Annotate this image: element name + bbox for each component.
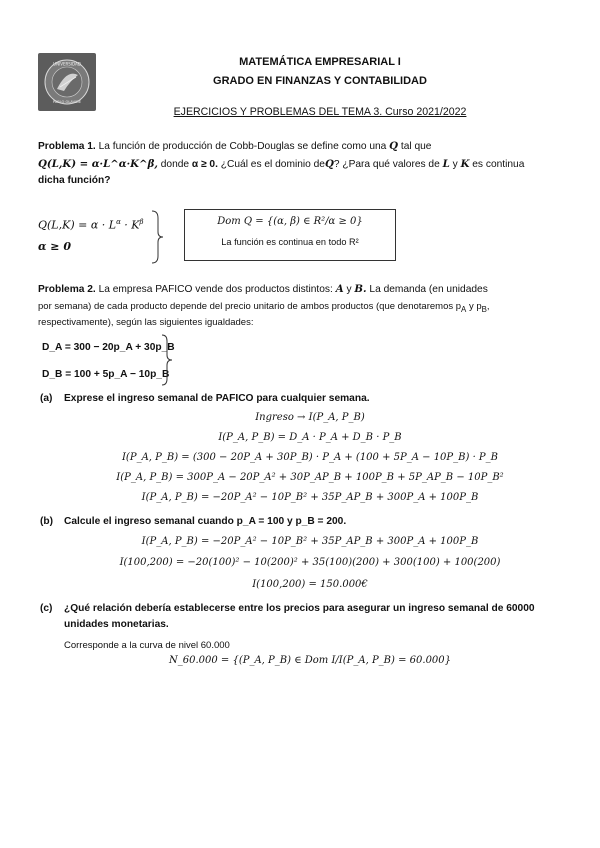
p1-var-q: Q (389, 140, 399, 152)
p1-y: y (452, 159, 458, 170)
p2-line1-end: La demanda (en unidades (369, 284, 488, 295)
p1-label: Problema 1. (38, 141, 96, 152)
p2-line2: por semana) de cada producto depende del precio unitario de ambos productos (que denotaremos p (38, 301, 462, 312)
a-text: Exprese el ingreso semanal de PAFICO para cualquier semana. (64, 393, 370, 404)
p2-line-2 (38, 301, 583, 314)
p1-cont: La función es continua en todo R² (221, 237, 359, 247)
c-label: (c) (40, 603, 53, 614)
svg-text:PABLO OLAVIDE: PABLO OLAVIDE (52, 100, 82, 104)
p1-line-3: dicha función? (38, 175, 111, 186)
svg-text:UNIVERSIDAD: UNIVERSIDAD (53, 61, 81, 67)
p1-eq1-lhs: Q(L,K) = α · L (38, 218, 117, 232)
a-eq-1: Ingreso → I(P_A, P_B) (255, 412, 365, 423)
c-text-1: ¿Qué relación debería establecerse entre los precios para asegurar un ingreso semanal de 60000 (64, 603, 535, 614)
b-eq-1: I(P_A, P_B) = −20P_A² − 10P_B² + 35P_AP_B + 300P_A + 100P_B (141, 536, 479, 547)
p1-eq1-sup1: α (116, 218, 121, 226)
c-text-2: unidades monetarias. (64, 619, 169, 630)
p1-question-2: ? ¿Para qué valores de (333, 159, 440, 170)
b-eq-2: I(100,200) = −20(100)² − 10(200)² + 35(100)(200) + 300(100) + 100(200) (119, 557, 501, 568)
p1-q-var: Q (324, 158, 334, 170)
p2-demand-a: D_A = 300 − 20p_A + 30p_B (42, 342, 175, 353)
p2-line-3: respectivamente), según las siguientes igualdades: (38, 317, 254, 328)
b-eq-3: I(100,200) = 150.000€ (252, 579, 368, 590)
p1-es-continua: es continua (472, 159, 525, 170)
p1-brace-icon (150, 210, 166, 264)
b-label: (b) (40, 516, 54, 527)
a-eq-5: I(P_A, P_B) = −20P_A² − 10P_B² + 35P_AP_B + 300P_A + 100P_B (141, 492, 479, 503)
p2-line1: La empresa PAFICO vende dos productos distintos: (98, 284, 333, 295)
p2-demand-b: D_B = 100 + 5p_A − 10p_B (42, 369, 170, 380)
university-logo (38, 53, 96, 111)
p1-line1-text: La función de producción de Cobb-Douglas se define como una (98, 141, 387, 152)
p2-label: Problema 2. (38, 284, 96, 295)
p1-var-l: L (442, 158, 450, 170)
p2-b: B. (354, 283, 367, 295)
b-text: Calcule el ingreso semanal cuando p_A = 100 y p_B = 200. (64, 516, 347, 527)
a-eq-3: I(P_A, P_B) = (300 − 20P_A + 30P_B) · P_A + (100 + 5P_A − 10P_B) · P_B (121, 452, 499, 463)
a-eq-2: I(P_A, P_B) = D_A · P_A + D_B · P_B (218, 432, 402, 443)
p1-formula-inline: Q(L,K) = α·L^α·K^β, (38, 158, 158, 170)
p1-eq1-sup2: β (139, 218, 144, 226)
a-label: (a) (40, 393, 53, 404)
c-answer: Corresponde a la curva de nivel 60.000 (64, 640, 230, 651)
logo-seal-icon (42, 57, 92, 107)
p2-y: y (346, 284, 352, 295)
a-eq-4: I(P_A, P_B) = 300P_A − 20P_A² + 30P_AP_B + 100P_B + 5P_AP_B − 10P_B² (116, 472, 504, 483)
p1-line-2 (38, 158, 578, 170)
p2-sub-a: A (461, 304, 467, 314)
p1-eq-2: α ≥ 0 (38, 240, 71, 253)
header-title-2: GRADO EN FINANZAS Y CONTABILIDAD (213, 75, 427, 87)
p1-line1-end: tal que (400, 141, 432, 152)
c-eq-1: N_60.000 = {(P_A, P_B) ∈ Dom I/I(P_A, P_B) = 60.000} (168, 655, 452, 666)
p1-donde: donde (160, 159, 190, 170)
p1-question: ¿Cuál es el dominio de (220, 159, 325, 170)
p2-brace-icon (160, 334, 174, 386)
header-subtitle: EJERCICIOS Y PROBLEMAS DEL TEMA 3. Curso 2021/2022 (173, 106, 467, 118)
p2-line-1 (38, 283, 578, 295)
p1-answer-box (184, 209, 396, 261)
p1-dom: Dom Q = {(α, β) ∈ R²/α ≥ 0} (217, 216, 363, 227)
p1-cond: α ≥ 0. (191, 159, 218, 170)
p2-sub-b: B (481, 304, 487, 314)
p2-a: A (335, 283, 344, 295)
p2-line2-mid: y p (466, 301, 482, 312)
p1-eq-1 (38, 218, 144, 232)
header-title-1: MATEMÁTICA EMPRESARIAL I (239, 56, 401, 68)
p1-line-1 (38, 140, 568, 152)
p1-var-k: K (460, 158, 470, 170)
p2-line2-end: , (486, 301, 490, 312)
p1-eq1-mid: · K (120, 218, 140, 232)
